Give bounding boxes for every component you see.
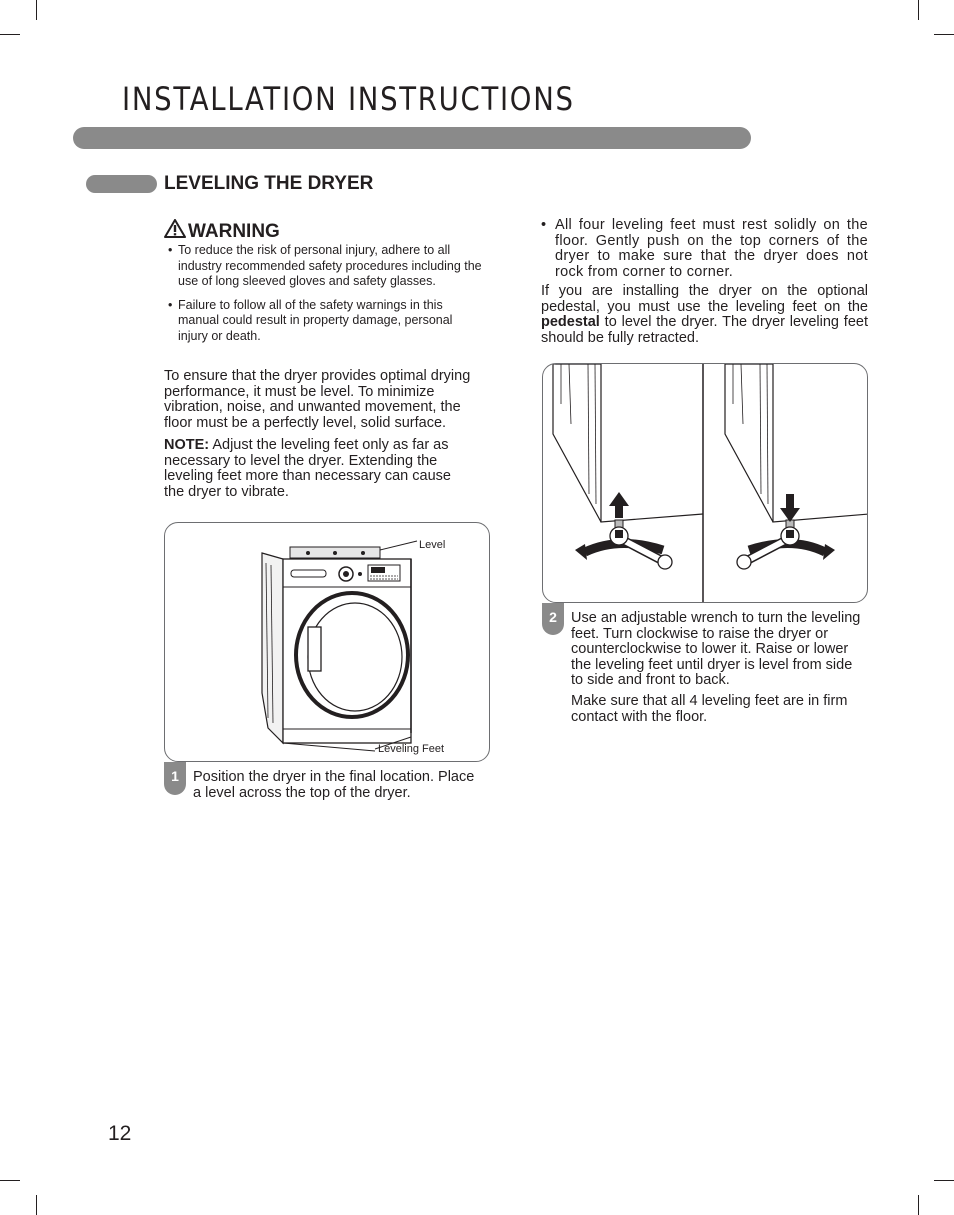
warning-item: • To reduce the risk of personal injury, adhere to all industry recommended safety procedures including the use of long sleeved gloves and safety glasses. [168,243,483,290]
crop-mark [918,0,919,20]
section-marker [86,175,157,193]
figure-wrench [542,363,868,603]
crop-mark [934,34,954,35]
step-2-text: Use an adjustable wrench to turn the leveling feet. Turn clockwise to raise the dryer or counterclockwise to lower it. Raise or lower the leveling feet until dryer is level from side to side and front to back. [571,610,861,688]
label-leveling-feet: Leveling Feet [378,743,445,755]
intro-paragraph: To ensure that the dryer provides optimal drying performance, it must be level. To minimize vibration, noise, and unwanted movement, the floor must be a perfectly level, solid surface. [164,368,471,431]
wrench-illustration [543,364,868,603]
warning-title-text: WARNING [188,220,280,242]
pedestal-text-after: to level the dryer. The dryer leveling feet should be fully retracted. [541,314,868,346]
page-title: INSTALLATION INSTRUCTIONS [122,80,575,118]
pedestal-text-before: If you are installing the dryer on the optional pedestal, you must use the leveling feet on the [541,283,868,315]
warning-triangle-icon [164,219,186,244]
dryer-illustration [165,523,490,762]
step-number-1: 1 [164,762,186,795]
feet-bullet: • All four leveling feet must rest solidly on the floor. Gently push on the top corners of the dryer to make sure that the dryer does not rock from corner to corner. [541,218,868,280]
label-level: Level [419,539,446,551]
section-heading: LEVELING THE DRYER [164,173,374,194]
note-label: NOTE: [164,437,210,453]
pedestal-paragraph [541,284,868,346]
crop-mark [934,1180,954,1181]
warning-item: • Failure to follow all of the safety warnings in this manual could result in property damage, personal injury or death. [168,298,483,345]
note-paragraph [164,438,464,500]
note-text: Adjust the leveling feet only as far as necessary to level the dryer. Extending the leveling feet more than necessary can cause the dryer to vibrate. [164,437,451,500]
page-number: 12 [108,1122,132,1145]
crop-mark [918,1195,919,1215]
figure-level-dryer [164,522,490,762]
warning-heading [164,219,280,244]
title-underline-bar [73,127,751,149]
step-1-text: Position the dryer in the final location. Place a level across the top of the dryer. [193,769,475,801]
crop-mark [0,34,20,35]
step-2-text-2: Make sure that all 4 leveling feet are in firm contact with the floor. [571,693,848,725]
step-number-2: 2 [542,603,564,635]
crop-mark [36,0,37,20]
crop-mark [0,1180,20,1181]
pedestal-bold: pedestal [541,314,600,330]
crop-mark [36,1195,37,1215]
warning-list [168,243,483,352]
